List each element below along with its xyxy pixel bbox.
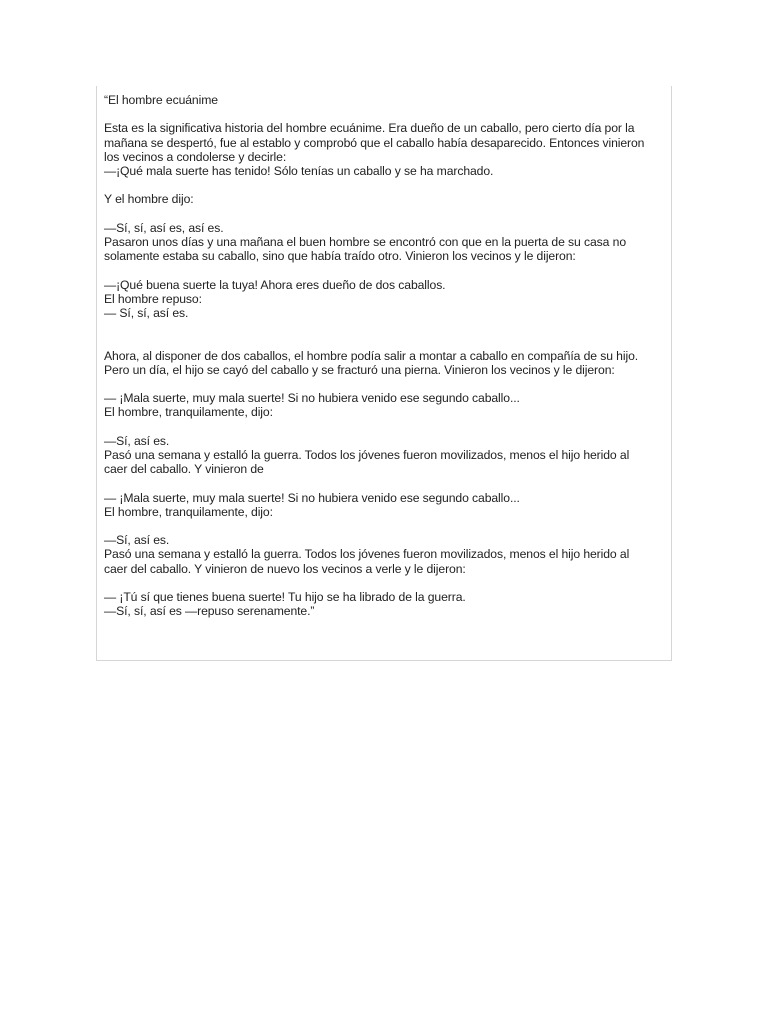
paragraph-line: — ¡Tú sí que tienes buena suerte! Tu hijo se ha librado de la guerra. <box>104 589 466 604</box>
paragraph-line: —Sí, así es. <box>104 433 170 448</box>
paragraph-line: Pasó una semana y estalló la guerra. Todos los jóvenes fueron movilizados, menos el hijo herido al <box>104 447 630 462</box>
paragraph-line: — Sí, sí, así es. <box>104 305 189 320</box>
paragraph-line: caer del caballo. Y vinieron de <box>104 462 264 477</box>
paragraph-line: mañana se despertó, fue al establo y comprobó que el caballo había desaparecido. Entonces vinieron <box>104 135 645 150</box>
paragraph-line: Ahora, al disponer de dos caballos, el hombre podía salir a montar a caballo en compañía de su hijo. <box>104 348 639 363</box>
paragraph-line: —Sí, sí, así es, así es. <box>104 220 224 235</box>
text-frame <box>96 86 672 661</box>
paragraph-line: El hombre, tranquilamente, dijo: <box>104 405 273 420</box>
story-text <box>104 93 666 618</box>
paragraph-line: El hombre, tranquilamente, dijo: <box>104 504 273 519</box>
paragraph-line: Pasó una semana y estalló la guerra. Todos los jóvenes fueron movilizados, menos el hijo herido al <box>104 547 630 562</box>
story-title: “El hombre ecuánime <box>104 93 218 107</box>
paragraph-line: caer del caballo. Y vinieron de nuevo los vecinos a verle y le dijeron: <box>104 561 466 576</box>
paragraph-gap <box>104 263 666 277</box>
paragraph-gap <box>104 476 666 490</box>
paragraph-line: solamente estaba su caballo, sino que había traído otro. Vinieron los vecinos y le dijeron: <box>104 249 576 264</box>
paragraph-line: Pero un día, el hijo se cayó del caballo y se fracturó una pierna. Vinieron los vecinos y le dijeron: <box>104 362 615 377</box>
paragraph-gap <box>104 420 666 434</box>
paragraph-gap <box>104 178 666 192</box>
paragraph-gap <box>104 519 666 533</box>
paragraph-line: —Sí, sí, así es —repuso serenamente.” <box>104 604 315 619</box>
paragraph-line: —¡Qué mala suerte has tenido! Sólo tenías un caballo y se ha marchado. <box>104 164 494 178</box>
paragraph-line: Y el hombre dijo: <box>104 192 194 207</box>
paragraph-gap <box>104 377 666 391</box>
paragraph-line: Esta es la significativa historia del hombre ecuánime. Era dueño de un caballo, pero cierto día por la <box>104 121 635 136</box>
paragraph-line: —Sí, así es. <box>104 533 170 548</box>
paragraph-gap <box>104 207 666 221</box>
paragraph-gap <box>104 576 666 590</box>
paragraph-line: — ¡Mala suerte, muy mala suerte! Si no hubiera venido ese segundo caballo... <box>104 490 520 505</box>
paragraph-line: —¡Qué buena suerte la tuya! Ahora eres dueño de dos caballos. <box>104 277 446 292</box>
paragraph-line: los vecinos a condolerse y decirle: <box>104 149 287 164</box>
paragraph-line: — ¡Mala suerte, muy mala suerte! Si no hubiera venido ese segundo caballo... <box>104 391 520 406</box>
paragraph-gap <box>104 320 666 348</box>
paragraph-gap <box>104 107 666 121</box>
paragraph-line: Pasaron unos días y una mañana el buen hombre se encontró con que en la puerta de su casa no <box>104 234 626 249</box>
paragraph-line: El hombre repuso: <box>104 291 202 306</box>
